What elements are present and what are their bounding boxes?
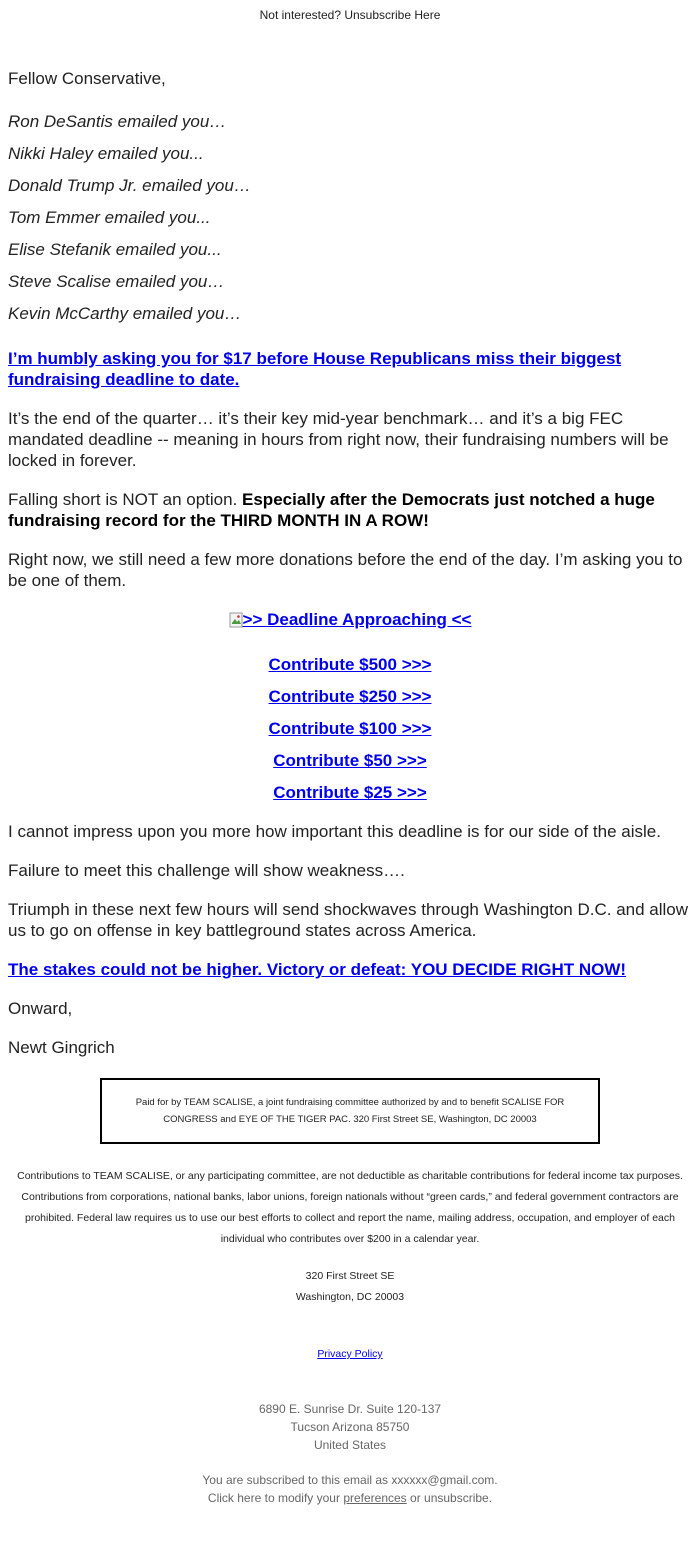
- deadline-banner-text: >> Deadline Approaching <<: [242, 610, 472, 629]
- privacy-policy-link[interactable]: Privacy Policy: [317, 1348, 383, 1360]
- contribute-50-button[interactable]: Contribute $50 >>>: [273, 751, 427, 770]
- greeting: Fellow Conservative,: [8, 69, 166, 88]
- contribute-buttons: [8, 654, 692, 803]
- signature: Newt Gingrich: [8, 1038, 115, 1057]
- mailing-address-line: 6890 E. Sunrise Dr. Suite 120-137: [258, 1402, 442, 1416]
- contribute-25-button[interactable]: Contribute $25 >>>: [273, 783, 427, 802]
- stakes-donate-link[interactable]: The stakes could not be higher. Victory or defeat: YOU DECIDE RIGHT NOW!: [8, 960, 627, 979]
- unsubscribe-link[interactable]: Not interested? Unsubscribe Here: [259, 8, 441, 22]
- committee-address: [0, 1266, 700, 1308]
- modify-prefix: Click here to modify your: [207, 1491, 344, 1505]
- emailed-line: Nikki Haley emailed you...: [8, 144, 204, 163]
- broken-image-icon: [229, 612, 243, 628]
- modify-preferences-line: [0, 1489, 700, 1507]
- privacy-section: [0, 1348, 700, 1360]
- contribute-250-button[interactable]: Contribute $250 >>>: [268, 687, 432, 706]
- paragraph-falling-short: [8, 489, 692, 531]
- emailed-you-list: [8, 111, 692, 324]
- paragraph-right-now: Right now, we still need a few more donations before the end of the day. I’m asking you to be one of them.: [8, 550, 683, 590]
- closing: Onward,: [8, 999, 73, 1018]
- emailed-line: Tom Emmer emailed you...: [8, 208, 211, 227]
- deadline-banner-link[interactable]: [229, 610, 472, 629]
- preferences-link[interactable]: preferences: [343, 1491, 407, 1505]
- paragraph-impress: I cannot impress upon you more how important this deadline is for our side of the aisle.: [8, 822, 661, 841]
- mailing-address: [0, 1400, 700, 1454]
- mailing-address-line: United States: [313, 1438, 387, 1452]
- paragraph-triumph: Triumph in these next few hours will send shockwaves through Washington D.C. and allow us to go on offense in key battleground states across America.: [8, 900, 689, 940]
- emailed-line: Kevin McCarthy emailed you…: [8, 304, 242, 323]
- paragraph-failure: Failure to meet this challenge will show weakness….: [8, 861, 405, 880]
- deadline-banner: [8, 609, 692, 630]
- legal-disclaimer: Contributions to TEAM SCALISE, or any participating committee, are not deductible as charitable contributions for federal income tax purposes. Contributions from corporations, national banks, labor unions, foreign nationals without “green cards,” and federal government contractors are prohibited. Federal law requires us to use our best efforts to collect and report the name, mailing address, occupation, and employer of each individual who contributes over $200 in a calendar year.: [17, 1170, 683, 1245]
- paid-for-disclaimer: Paid for by TEAM SCALISE, a joint fundraising committee authorized by and to benefit SCALISE FOR CONGRESS and EYE OF THE TIGER PAC. 320 First Street SE, Washington, DC 20003: [100, 1078, 600, 1144]
- address-line: 320 First Street SE: [305, 1270, 395, 1282]
- headline-donate-link[interactable]: I’m humbly asking you for $17 before House Republicans miss their biggest fundraising deadline to date.: [8, 349, 622, 389]
- democrats-record-text: Especially after the Democrats just notched a huge fundraising record for the THIRD MONTH IN A ROW!: [8, 490, 655, 530]
- contribute-100-button[interactable]: Contribute $100 >>>: [268, 719, 432, 738]
- falling-short-text: Falling short is NOT an option.: [8, 490, 243, 509]
- unsubscribe-bar: [0, 0, 700, 32]
- subscribed-as-text: You are subscribed to this email as xxxxxx@gmail.com.: [202, 1473, 498, 1487]
- headline: [8, 348, 692, 390]
- emailed-line: Donald Trump Jr. emailed you…: [8, 176, 251, 195]
- email-body: [0, 68, 700, 1058]
- emailed-line: Ron DeSantis emailed you…: [8, 112, 227, 131]
- address-line: Washington, DC 20003: [295, 1291, 405, 1303]
- subscription-info: [0, 1471, 700, 1507]
- emailed-line: Elise Stefanik emailed you...: [8, 240, 222, 259]
- contribute-500-button[interactable]: Contribute $500 >>>: [268, 655, 432, 674]
- modify-suffix: or unsubscribe.: [406, 1491, 493, 1505]
- mailing-address-line: Tucson Arizona 85750: [290, 1420, 410, 1434]
- stakes-line: [8, 959, 692, 980]
- paragraph-quarter: It’s the end of the quarter… it’s their key mid-year benchmark… and it’s a big FEC mandated deadline -- meaning in hours from right now, their fundraising numbers will be locked in forever.: [8, 409, 669, 470]
- emailed-line: Steve Scalise emailed you…: [8, 272, 225, 291]
